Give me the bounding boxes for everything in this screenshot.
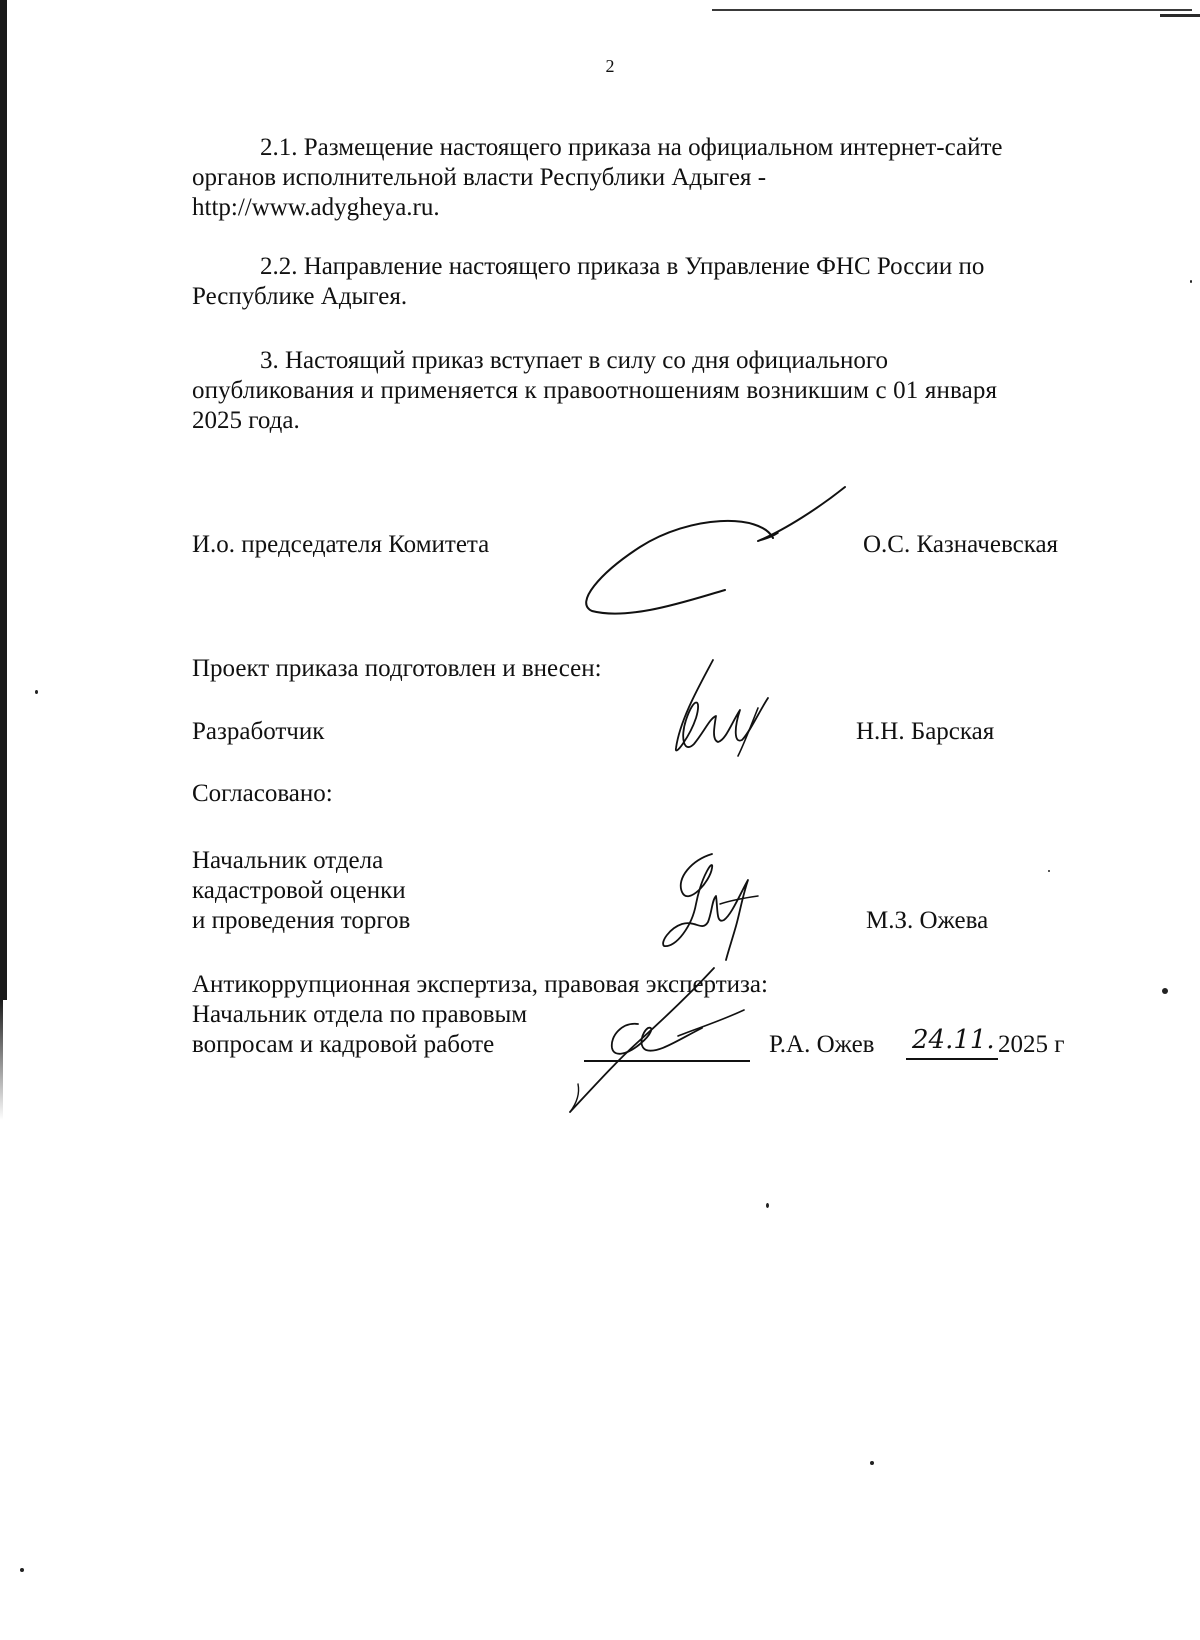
developer-name: Н.Н. Барская: [856, 718, 995, 745]
chair-name: О.С. Казначевская: [863, 531, 1059, 558]
head-dept-line-1: Начальник отдела: [192, 847, 384, 874]
agreed-heading: Согласовано:: [192, 780, 333, 807]
paragraph-2-1-line-1-text: 2.1. Размещение настоящего приказа на официальном интернет-сайте: [260, 134, 1003, 161]
signature-head-dept: [656, 852, 766, 962]
developer-position: Разработчик: [192, 718, 325, 745]
word: силу: [606, 347, 656, 374]
word: Республики: [539, 164, 666, 191]
word: органов: [192, 164, 277, 191]
legal-date-year: 2025 г: [998, 1031, 1065, 1058]
word: официального: [735, 347, 889, 374]
paragraph-2-2-line-1: [192, 252, 1099, 282]
legal-date-handwritten: 24.11.: [912, 1025, 995, 1055]
paragraph-2-1-line-3: http://www.adygheya.ru.: [192, 194, 440, 221]
page-number: 2: [605, 56, 615, 76]
expertise-heading: Антикоррупционная экспертиза, правовая экспертиза:: [192, 971, 768, 998]
word: -: [757, 164, 767, 191]
scan-speck: [1162, 988, 1168, 994]
word: исполнительной: [282, 164, 457, 191]
signature-chair: [580, 485, 860, 645]
head-dept-line-2: кадастровой оценки: [192, 877, 406, 904]
head-dept-line-3: и проведения торгов: [192, 907, 411, 934]
word: Адыгея: [671, 164, 752, 191]
paragraph-3-line-2: опубликования и применяется к правоотношениям возникшим с 01 января: [192, 377, 998, 404]
scan-top-dash: [1160, 14, 1200, 17]
word: Настоящий: [285, 347, 406, 374]
signature-legal: [568, 966, 758, 1116]
paragraph-2-2: [192, 252, 1099, 312]
paragraph-3-line-3: 2025 года.: [192, 407, 300, 434]
scan-speck: [766, 1203, 769, 1208]
paragraph-2-1: [192, 133, 1099, 223]
scan-speck: [1048, 870, 1050, 872]
word: 3.: [260, 347, 279, 374]
signature-developer: [668, 658, 778, 758]
prepared-heading: Проект приказа подготовлен и внесен:: [192, 655, 602, 682]
word: вступает: [489, 347, 583, 374]
scan-left-edge-fade: [0, 1000, 3, 1120]
scan-speck: [1190, 280, 1192, 283]
paragraph-2-2-line-2: Республике Адыгея.: [192, 283, 408, 310]
legal-date-line: [906, 1058, 998, 1060]
paragraph-3-line-1: [192, 346, 1099, 376]
scan-speck: [35, 690, 38, 694]
word: со: [662, 347, 686, 374]
paragraph-2-2-line-1-text: 2.2. Направление настоящего приказа в Управление ФНС России по: [260, 253, 985, 280]
scan-speck: [20, 1568, 24, 1572]
scan-speck: [870, 1461, 874, 1465]
scan-top-rule: [712, 9, 1192, 11]
legal-name: Р.А. Ожев: [769, 1031, 875, 1058]
word: власти: [462, 164, 534, 191]
paragraph-2-1-line-1: [192, 133, 1099, 163]
chair-position: И.о. председателя Комитета: [192, 531, 490, 558]
legal-line-2: вопросам и кадровой работе: [192, 1031, 495, 1058]
word: дня: [692, 347, 730, 374]
paragraph-3: [192, 346, 1099, 436]
head-dept-name: М.З. Ожева: [866, 907, 989, 934]
word: в: [588, 347, 601, 374]
paragraph-2-1-line-2: [192, 163, 1099, 193]
word: приказ: [411, 347, 484, 374]
legal-line-1: Начальник отдела по правовым: [192, 1001, 528, 1028]
scan-left-edge: [0, 0, 7, 1000]
